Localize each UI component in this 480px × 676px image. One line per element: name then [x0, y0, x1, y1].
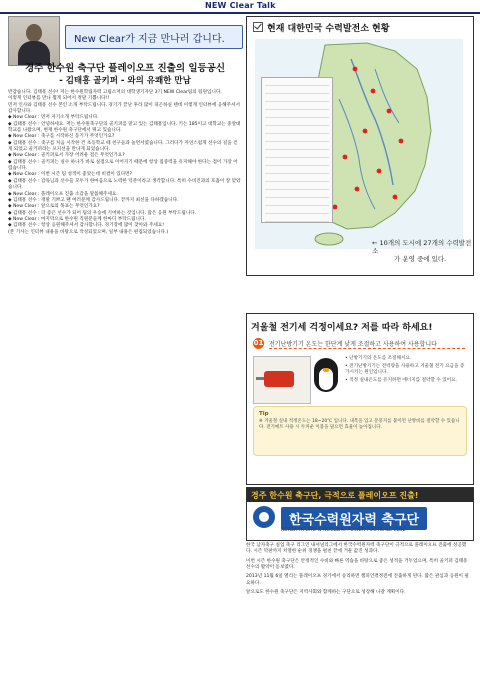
soccer-club-box	[246, 487, 474, 541]
energy-bullet: • 전기난방기기는 전력량을 사용하고 겨울철 전기 요금을 증가시키는 원인입니다.	[345, 364, 465, 375]
article-paragraph: ◆ New Clear : 앞으로의 목표는 무엇인가요?	[8, 204, 100, 210]
soccer-paragraph: 한국 남자축구 실업 축구 리그인 내셔널리그에서 한국수력원자력 축구단이 극적으로 플레이오프 진출에 성공했다. 시즌 막판까지 치열한 순위 경쟁을 펼친 끝에 거둔 값진 성과다.	[246, 543, 467, 555]
article-paragraph: 먼저 인사와 김태흥 선수 본인 소개 부탁드립니다. 경기가 끝난 후라 많이 피곤하실 텐데 이렇게 인터뷰에 응해주셔서 감사합니다.	[8, 102, 240, 115]
energy-tip-box	[246, 313, 474, 485]
interview-article	[8, 90, 241, 236]
map-legend	[261, 77, 333, 223]
tip-label: Tip	[259, 411, 269, 417]
article-paragraph: ◆ New Clear : 이번 시즌 팀 성적이 좋았는데 비결이 있다면?	[8, 172, 133, 178]
article-paragraph: (본 기사는 인터뷰 내용을 바탕으로 작성되었으며, 일부 내용은 편집되었습니다.)	[8, 229, 169, 235]
newsletter-title: NEW Clear Talk	[205, 1, 276, 10]
headline-sub: - 김태흥 골키퍼 - 와의 유쾌한 만남	[59, 76, 191, 86]
energy-bullet: • 난방기기의 온도를 조절해서요.	[345, 356, 412, 361]
article-paragraph: ◆ New Clear : 마지막으로 한수원 직원분들께 한마디 부탁드립니다.	[8, 216, 146, 222]
map-box-title: 현재 대한민국 수력발전소 현황	[267, 24, 390, 34]
khnp-logo-icon	[253, 506, 275, 528]
penguin-mascot-icon	[312, 358, 340, 398]
article-paragraph: ◆ New Clear : 먼저 자기소개 부탁드립니다.	[8, 115, 99, 121]
article-paragraph: 반갑습니다. 김태흥 선수! 저는 한수원학림자력 고립소저의 대학생기자단 3기 NEW Clear팀의 팀원입니다.	[8, 90, 222, 95]
energy-subtitle: 전기난방기기 온도는 한단계 낮게 조절하고 사용하여 사용합니다	[269, 341, 437, 348]
article-paragraph: ◆ 김태흥 선수 : 더 좋은 선수가 되어 팀의 우승에 기여하는 것입니다. 많은 응원 부탁드립니다.	[8, 210, 197, 216]
map-note	[372, 239, 473, 263]
headline-main: 경주 한수원 축구단 플레이오프 진출의 일등공신	[24, 63, 226, 74]
article-paragraph: ◆ 김태흥 선수 : 축구를 처음 시작한 건 초등학교 때 친구들과 놀면서였습니다. 그러다가 자연스럽게 선수의 길을 걷게 되었고 골키퍼라는 포지션을 만나게 되었습니다.	[8, 140, 238, 153]
club-name-english: KOREA HYDRO & NUCLEAR POWER FOOTBALL CLUB	[281, 528, 406, 533]
banner-text: New Clear가 지금 만나러 갑니다.	[74, 34, 225, 45]
article-paragraph: ◆ 김태흥 선수 : 항상 응원해주셔서 감사합니다. 경기장에 많이 찾아와 주세요!	[8, 223, 165, 229]
goalkeeper-photo	[8, 16, 60, 66]
club-name: 한국수력원자력 축구단	[281, 507, 427, 530]
energy-bullet: • 적정 실내온도를 유지하면 에너지를 절약할 수 있어요.	[345, 378, 458, 383]
map-note-line1: ← 10개의 도시에 27개의 수력발전소	[372, 239, 472, 255]
article-paragraph: ◆ New Clear : 골키퍼로서 가장 어려운 점은 무엇인가요?	[8, 153, 125, 159]
article-paragraph: ◆ 김태흥 선수 : 정말 기쁘고 팬 여러분께 감사드립니다. 끝까지 최선을 다하겠습니다.	[8, 197, 179, 203]
soccer-paragraph: 앞으로도 한수원 축구단은 지역사회와 함께하는 구단으로 성장해 나갈 계획이다.	[246, 590, 406, 596]
interview-banner	[65, 25, 243, 49]
article-paragraph: ◆ New Clear : 플레이오프 진출 소감을 말씀해주세요.	[8, 191, 118, 197]
masthead	[0, 0, 480, 14]
soccer-article	[246, 543, 472, 599]
soccer-paragraph: 이번 시즌 한수원 축구단은 안정적인 수비와 빠른 역습을 바탕으로 좋은 성적을 거두었으며, 특히 골키퍼 김태흥 선수의 활약이 돋보였다.	[246, 558, 468, 571]
subtitle-divider	[269, 348, 465, 349]
photo-head	[26, 24, 42, 42]
article-paragraph: ◆ 김태흥 선수 : 안녕하세요. 저는 한수원축구단의 골키퍼를 맡고 있는 김태흥입니다. 키는 185이고 대학교는 중앙대학교를 나왔으며, 현재 한수원 축구단에서 뛰고 있습니다.	[8, 121, 241, 134]
tip-panel	[253, 406, 467, 456]
soccer-box-header-text: 경주 한수원 축구단, 극적으로 플레이오프 진출!	[251, 491, 419, 500]
checkbox-icon	[253, 22, 263, 32]
heater-illustration	[253, 356, 311, 404]
energy-bullets	[345, 356, 467, 386]
map-note-line2: 가 운영 중에 있다.	[394, 255, 447, 263]
energy-box-title: 겨울철 전기세 걱정이세요? 저를 따라 하세요!	[251, 323, 433, 333]
step-number-badge: 01	[253, 339, 264, 347]
article-paragraph: 이렇게 인터뷰를 만나 뵙게 되어서 정말 기쁩니다!!	[8, 96, 110, 102]
tip-text: ※ 겨울철 실내 적정온도는 18~20℃ 입니다. 내복을 입고 문풍지를 붙이면 난방비를 절약할 수 있습니다. 전기매트 사용 시 두꺼운 이불을 덮으면 효율이 높아집니다.	[259, 419, 460, 430]
article-paragraph: ◆ 김태흥 선수 : 골키퍼는 실수 하나가 바로 실점으로 이어지기 때문에 항상 집중력을 유지해야 한다는 점이 가장 어렵습니다.	[8, 159, 238, 172]
article-paragraph: ◆ New Clear : 축구를 시작하신 동기가 무엇인가요?	[8, 134, 115, 140]
heater-icon	[264, 371, 294, 387]
korea-map	[255, 39, 463, 249]
interview-headline	[14, 63, 236, 87]
hydro-map-box	[246, 16, 474, 276]
article-paragraph: ◆ 김태흥 선수 : 감독님과 선수들 모두가 한마음으로 노력한 덕분이라고 생각합니다. 특히 수비진과의 호흡이 잘 맞았습니다.	[8, 178, 241, 191]
soccer-box-header	[247, 488, 473, 502]
soccer-paragraph: 2013년 11월 6일 열리는 플레이오프 경기에서 승리하면 챔피언결정전에 진출하게 된다. 많은 관심과 응원이 필요하다.	[246, 574, 469, 586]
masthead-rule	[0, 12, 480, 14]
